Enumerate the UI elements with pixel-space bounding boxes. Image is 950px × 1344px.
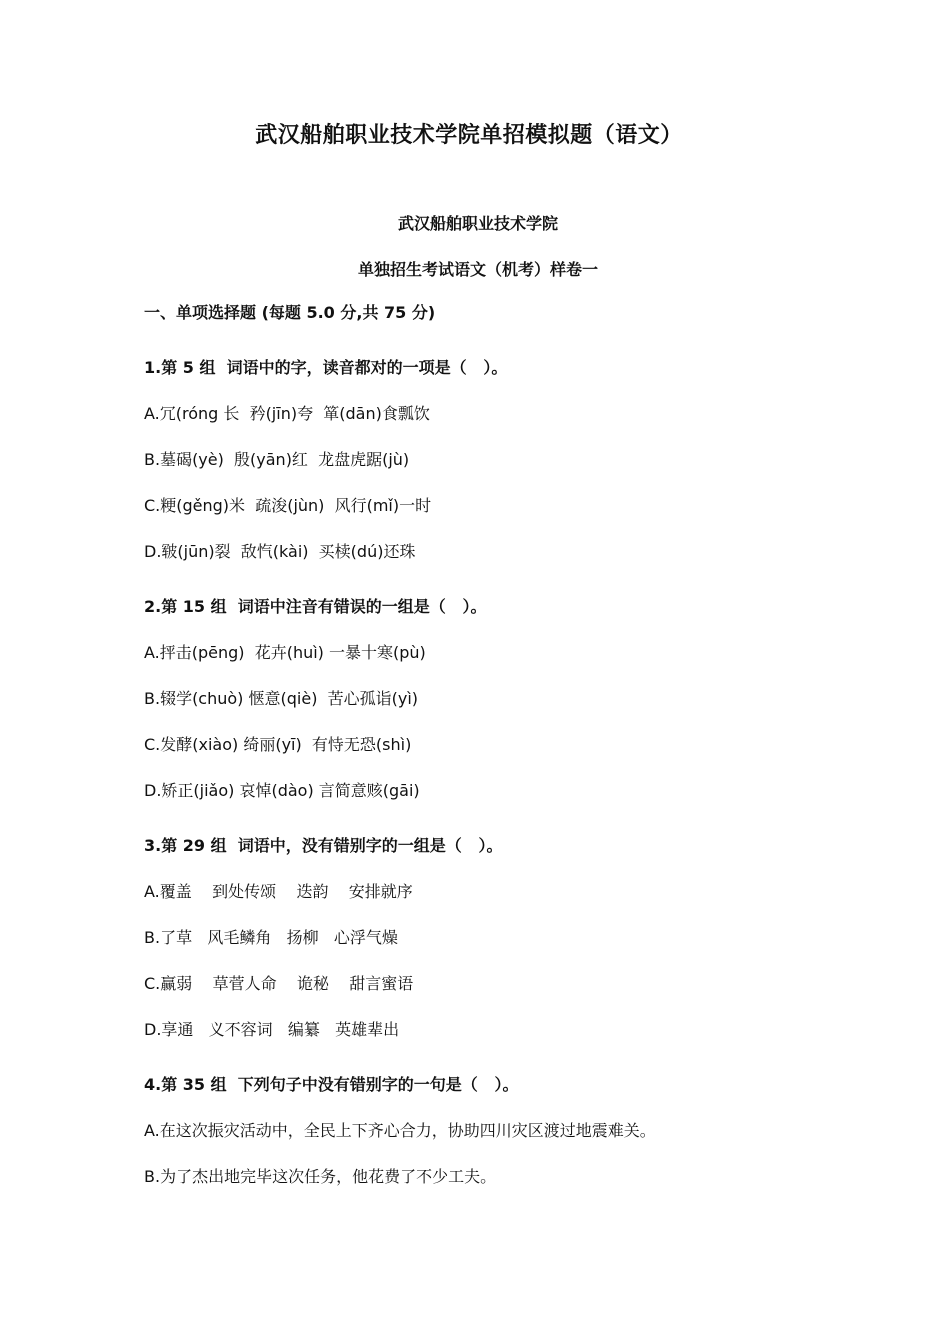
question-option: D.矫正(jiǎo) 哀悼(dào) 言简意赅(gāi) xyxy=(144,781,420,800)
question-stem: 1.第 5 组 词语中的字，读音都对的一项是（ ）。 xyxy=(144,358,508,377)
question-stem: 3.第 29 组 词语中，没有错别字的一组是（ ）。 xyxy=(144,836,503,855)
school-name: 武汉船舶职业技术学院 xyxy=(397,214,558,233)
question-stem: 4.第 35 组 下列句子中没有错别字的一句是（ ）。 xyxy=(144,1075,519,1094)
question-option: C.粳(gěng)米 疏浚(jùn) 风行(mǐ)一时 xyxy=(144,496,432,515)
question-option: A.在这次振灾活动中，全民上下齐心合力，协助四川灾区渡过地震难关。 xyxy=(144,1121,656,1140)
question-stem: 2.第 15 组 词语中注音有错误的一组是（ ）。 xyxy=(144,597,487,616)
document-title: 武汉船舶职业技术学院单招模拟题（语文） xyxy=(255,123,683,148)
question-option: B.辍学(chuò) 惬意(qiè) 苦心孤诣(yì) xyxy=(144,689,419,708)
question-option: C.赢弱 草菅人命 诡秘 甜言蜜语 xyxy=(144,974,414,993)
question-option: A.覆盖 到处传颂 迭韵 安排就序 xyxy=(144,882,413,901)
question-option: D.享通 义不容词 编纂 英雄辈出 xyxy=(144,1020,400,1039)
question-option: D.皲(jūn)裂 敌忾(kài) 买椟(dú)还珠 xyxy=(144,542,416,561)
question-option: B.墓碣(yè) 殷(yān)红 龙盘虎踞(jù) xyxy=(144,450,410,469)
question-option: A.抨击(pēng) 花卉(huì) 一暴十寒(pù) xyxy=(144,643,426,662)
exam-name: 单独招生考试语文（机考）样卷一 xyxy=(357,260,598,279)
question-option: B.了草 风毛鳞角 扬柳 心浮气燥 xyxy=(144,928,398,947)
section-heading: 一、单项选择题 (每题 5.0 分,共 75 分) xyxy=(144,303,436,322)
question-option: B.为了杰出地完毕这次任务，他花费了不少工夫。 xyxy=(144,1167,497,1186)
question-option: A.冗(róng 长 矜(jīn)夸 箪(dān)食瓢饮 xyxy=(144,404,430,423)
question-option: C.发酵(xiào) 绮丽(yī) 有恃无恐(shì) xyxy=(144,735,412,754)
